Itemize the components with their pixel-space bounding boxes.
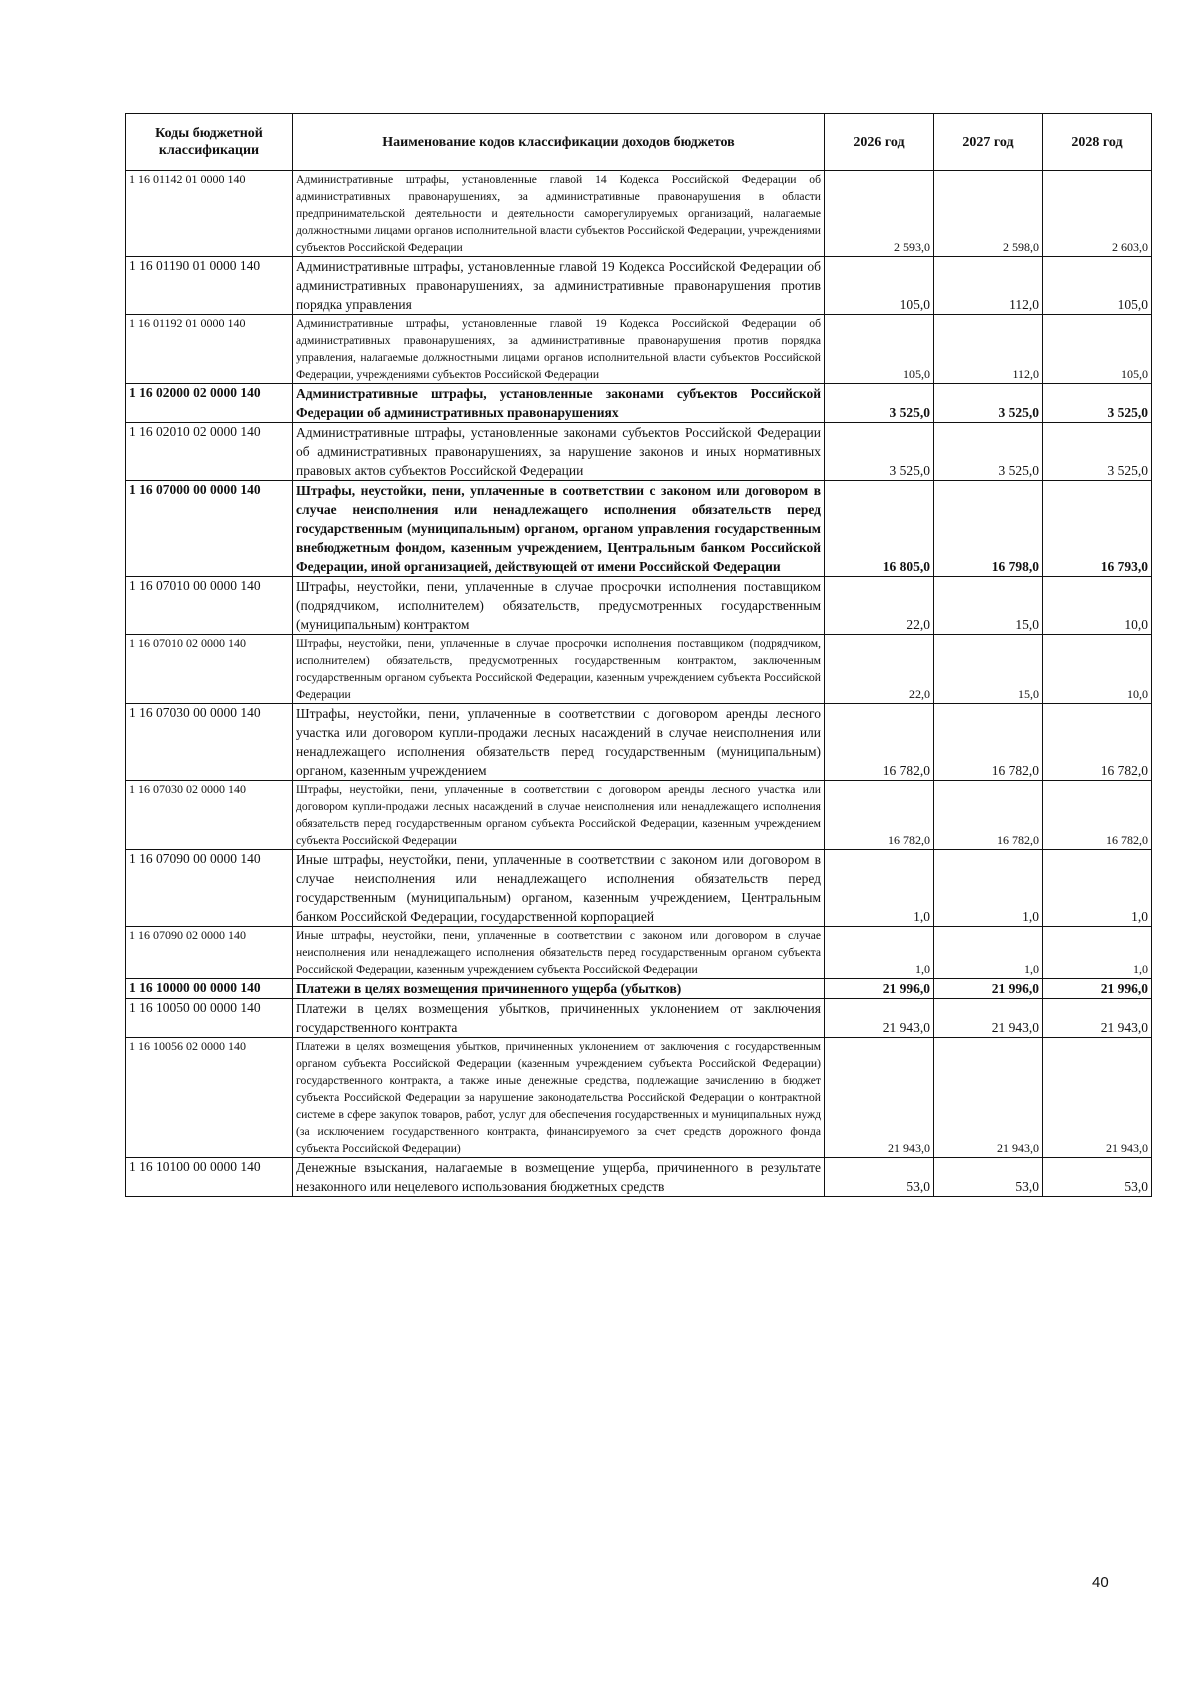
name-cell: Административные штрафы, установленные главой 19 Кодекса Российской Федерации об административных правонарушениях, за административные правонарушения против порядка управления, налагаемые должностными лицами органов исполнительной власти субъектов Российской Федерации, учреждениями субъектов Российской Федерации bbox=[293, 315, 825, 384]
value-2028-cell: 10,0 bbox=[1043, 577, 1152, 635]
value-2027-cell: 15,0 bbox=[934, 635, 1043, 704]
name-cell: Денежные взыскания, налагаемые в возмещение ущерба, причиненного в результате незаконного или нецелевого использования бюджетных средств bbox=[293, 1158, 825, 1197]
table-body bbox=[126, 171, 1152, 1197]
code-cell: 1 16 02000 02 0000 140 bbox=[126, 384, 293, 423]
table-row bbox=[126, 423, 1152, 481]
table-row bbox=[126, 577, 1152, 635]
header-2027: 2027 год bbox=[934, 114, 1043, 171]
code-cell: 1 16 10056 02 0000 140 bbox=[126, 1038, 293, 1158]
name-cell: Штрафы, неустойки, пени, уплаченные в соответствии с законом или договором в случае неисполнения или ненадлежащего исполнения обязательств перед государственным (муниципальным) органом, органом управления государственным внебюджетным фондом, казенным учреждением, Центральным банком Российской Федерации, иной организацией, действующей от имени Российской Федерации bbox=[293, 481, 825, 577]
value-2026-cell: 22,0 bbox=[825, 577, 934, 635]
value-2026-cell: 21 943,0 bbox=[825, 1038, 934, 1158]
name-cell: Иные штрафы, неустойки, пени, уплаченные в соответствии с законом или договором в случае неисполнения или ненадлежащего исполнения обязательств перед государственным (муниципальным) органом, казенным учреждением, Центральным банком Российской Федерации, государственной корпорацией bbox=[293, 850, 825, 927]
table-row bbox=[126, 481, 1152, 577]
header-code: Коды бюджетной классификации bbox=[126, 114, 293, 171]
value-2027-cell: 2 598,0 bbox=[934, 171, 1043, 257]
code-cell: 1 16 10100 00 0000 140 bbox=[126, 1158, 293, 1197]
value-2026-cell: 53,0 bbox=[825, 1158, 934, 1197]
budget-income-table bbox=[125, 113, 1152, 1197]
table-row bbox=[126, 704, 1152, 781]
table-row bbox=[126, 979, 1152, 999]
value-2028-cell: 10,0 bbox=[1043, 635, 1152, 704]
value-2026-cell: 105,0 bbox=[825, 257, 934, 315]
name-cell: Административные штрафы, установленные главой 14 Кодекса Российской Федерации об административных правонарушениях, за административные правонарушения в области предпринимательской деятельности и деятельности саморегулируемых организаций, налагаемые должностными лицами органов исполнительной власти субъектов Российской Федерации, учреждениями субъектов Российской Федерации bbox=[293, 171, 825, 257]
value-2028-cell: 21 943,0 bbox=[1043, 1038, 1152, 1158]
code-cell: 1 16 07000 00 0000 140 bbox=[126, 481, 293, 577]
value-2026-cell: 2 593,0 bbox=[825, 171, 934, 257]
value-2026-cell: 22,0 bbox=[825, 635, 934, 704]
table-row bbox=[126, 1158, 1152, 1197]
value-2028-cell: 3 525,0 bbox=[1043, 384, 1152, 423]
value-2026-cell: 16 782,0 bbox=[825, 704, 934, 781]
value-2026-cell: 1,0 bbox=[825, 850, 934, 927]
code-cell: 1 16 07090 02 0000 140 bbox=[126, 927, 293, 979]
value-2028-cell: 1,0 bbox=[1043, 927, 1152, 979]
value-2028-cell: 105,0 bbox=[1043, 257, 1152, 315]
name-cell: Штрафы, неустойки, пени, уплаченные в соответствии с договором аренды лесного участка или договором купли-продажи лесных насаждений в случае неисполнения или ненадлежащего исполнения обязательств перед государственным (муниципальным) органом, казенным учреждением bbox=[293, 704, 825, 781]
value-2027-cell: 3 525,0 bbox=[934, 384, 1043, 423]
code-cell: 1 16 01192 01 0000 140 bbox=[126, 315, 293, 384]
name-cell: Иные штрафы, неустойки, пени, уплаченные в соответствии с законом или договором в случае неисполнения или ненадлежащего исполнения обязательств перед государственным органом субъекта Российской Федерации, казенным учреждением субъекта Российской Федерации bbox=[293, 927, 825, 979]
table-row bbox=[126, 781, 1152, 850]
table-row bbox=[126, 171, 1152, 257]
code-cell: 1 16 10050 00 0000 140 bbox=[126, 999, 293, 1038]
value-2026-cell: 21 996,0 bbox=[825, 979, 934, 999]
table-row bbox=[126, 635, 1152, 704]
value-2027-cell: 16 782,0 bbox=[934, 704, 1043, 781]
page-number: 40 bbox=[1092, 1574, 1109, 1591]
value-2028-cell: 2 603,0 bbox=[1043, 171, 1152, 257]
name-cell: Платежи в целях возмещения убытков, причиненных уклонением от заключения государственного контракта bbox=[293, 999, 825, 1038]
name-cell: Штрафы, неустойки, пени, уплаченные в соответствии с договором аренды лесного участка или договором купли-продажи лесных насаждений в случае неисполнения или ненадлежащего исполнения обязательств перед государственным органом субъекта Российской Федерации, казенным учреждением субъекта Российской Федерации bbox=[293, 781, 825, 850]
table-row bbox=[126, 850, 1152, 927]
budget-table-sheet bbox=[125, 113, 1151, 1197]
value-2026-cell: 1,0 bbox=[825, 927, 934, 979]
code-cell: 1 16 10000 00 0000 140 bbox=[126, 979, 293, 999]
value-2028-cell: 1,0 bbox=[1043, 850, 1152, 927]
code-cell: 1 16 01190 01 0000 140 bbox=[126, 257, 293, 315]
table-row bbox=[126, 927, 1152, 979]
table-row bbox=[126, 1038, 1152, 1158]
value-2027-cell: 1,0 bbox=[934, 927, 1043, 979]
value-2028-cell: 16 782,0 bbox=[1043, 781, 1152, 850]
value-2027-cell: 112,0 bbox=[934, 257, 1043, 315]
name-cell: Административные штрафы, установленные главой 19 Кодекса Российской Федерации об административных правонарушениях, за административные правонарушения против порядка управления bbox=[293, 257, 825, 315]
table-row bbox=[126, 257, 1152, 315]
table-row bbox=[126, 384, 1152, 423]
value-2026-cell: 105,0 bbox=[825, 315, 934, 384]
code-cell: 1 16 07010 00 0000 140 bbox=[126, 577, 293, 635]
value-2026-cell: 3 525,0 bbox=[825, 423, 934, 481]
value-2026-cell: 16 805,0 bbox=[825, 481, 934, 577]
value-2028-cell: 53,0 bbox=[1043, 1158, 1152, 1197]
value-2027-cell: 16 782,0 bbox=[934, 781, 1043, 850]
value-2028-cell: 16 782,0 bbox=[1043, 704, 1152, 781]
code-cell: 1 16 07030 02 0000 140 bbox=[126, 781, 293, 850]
value-2027-cell: 16 798,0 bbox=[934, 481, 1043, 577]
value-2028-cell: 16 793,0 bbox=[1043, 481, 1152, 577]
code-cell: 1 16 01142 01 0000 140 bbox=[126, 171, 293, 257]
header-2026: 2026 год bbox=[825, 114, 934, 171]
table-row bbox=[126, 315, 1152, 384]
header-2028: 2028 год bbox=[1043, 114, 1152, 171]
table-row bbox=[126, 999, 1152, 1038]
value-2028-cell: 3 525,0 bbox=[1043, 423, 1152, 481]
value-2026-cell: 3 525,0 bbox=[825, 384, 934, 423]
value-2027-cell: 21 943,0 bbox=[934, 1038, 1043, 1158]
value-2027-cell: 53,0 bbox=[934, 1158, 1043, 1197]
name-cell: Штрафы, неустойки, пени, уплаченные в случае просрочки исполнения поставщиком (подрядчиком, исполнителем) обязательств, предусмотренных государственным (муниципальным) контрактом bbox=[293, 577, 825, 635]
value-2028-cell: 21 943,0 bbox=[1043, 999, 1152, 1038]
value-2028-cell: 21 996,0 bbox=[1043, 979, 1152, 999]
code-cell: 1 16 07030 00 0000 140 bbox=[126, 704, 293, 781]
code-cell: 1 16 02010 02 0000 140 bbox=[126, 423, 293, 481]
value-2027-cell: 112,0 bbox=[934, 315, 1043, 384]
name-cell: Административные штрафы, установленные законами субъектов Российской Федерации об административных правонарушениях, за нарушение законов и иных нормативных правовых актов субъектов Российской Федерации bbox=[293, 423, 825, 481]
value-2026-cell: 21 943,0 bbox=[825, 999, 934, 1038]
name-cell: Административные штрафы, установленные законами субъектов Российской Федерации об административных правонарушениях bbox=[293, 384, 825, 423]
value-2027-cell: 15,0 bbox=[934, 577, 1043, 635]
name-cell: Платежи в целях возмещения причиненного ущерба (убытков) bbox=[293, 979, 825, 999]
code-cell: 1 16 07090 00 0000 140 bbox=[126, 850, 293, 927]
value-2027-cell: 21 996,0 bbox=[934, 979, 1043, 999]
value-2026-cell: 16 782,0 bbox=[825, 781, 934, 850]
value-2027-cell: 21 943,0 bbox=[934, 999, 1043, 1038]
header-name: Наименование кодов классификации доходов бюджетов bbox=[293, 114, 825, 171]
name-cell: Штрафы, неустойки, пени, уплаченные в случае просрочки исполнения поставщиком (подрядчиком, исполнителем) обязательств, предусмотренных государственным контрактом, заключенным государственным органом субъекта Российской Федерации, казенным учреждением субъекта Российской Федерации bbox=[293, 635, 825, 704]
table-header-row bbox=[126, 114, 1152, 171]
name-cell: Платежи в целях возмещения убытков, причиненных уклонением от заключения с государственным органом субъекта Российской Федерации (казенным учреждением субъекта Российской Федерации) государственного контракта, а также иные денежные средства, подлежащие зачислению в бюджет субъекта Российской Федерации за нарушение законодательства Российской Федерации о контрактной системе в сфере закупок товаров, работ, услуг для обеспечения государственных и муниципальных нужд (за исключением государственного контракта, финансируемого за счет средств дорожного фонда субъекта Российской Федерации) bbox=[293, 1038, 825, 1158]
value-2028-cell: 105,0 bbox=[1043, 315, 1152, 384]
code-cell: 1 16 07010 02 0000 140 bbox=[126, 635, 293, 704]
value-2027-cell: 1,0 bbox=[934, 850, 1043, 927]
value-2027-cell: 3 525,0 bbox=[934, 423, 1043, 481]
